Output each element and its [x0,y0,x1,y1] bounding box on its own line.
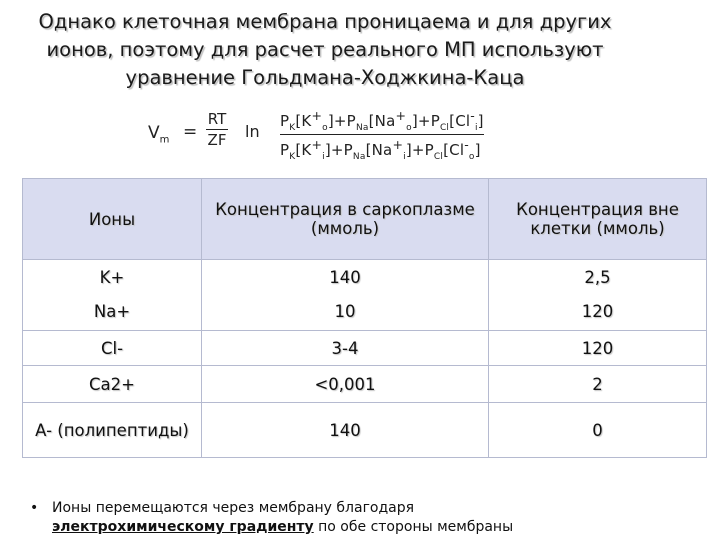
header-ions: Ионы [23,179,202,260]
formula-rt-zf [206,110,228,149]
formula-fraction [280,108,484,162]
outside-cell: 2 [489,366,707,403]
inside-k: 140 [329,268,361,287]
bullet-marker: • [30,500,39,516]
outside-na: 120 [581,302,614,321]
formula-vm: $V_m$ [148,123,170,146]
table-header-row [23,179,707,260]
bullet-emphasis: электрохимическому градиенту [52,519,314,535]
bullet-prefix: Ионы перемещаются через мембрану благодаря [52,500,415,516]
ghk-equation [140,106,580,166]
bullet-suffix: по обе стороны мембраны [313,519,514,535]
formula-zf: ZF [207,131,227,149]
formula-equals: = [183,122,198,142]
ion-cell: Cl- [23,331,202,366]
title-line-2: ионов, поэтому для расчет реального МП используют [46,38,604,61]
outside-cell [489,260,707,331]
bullet-point [30,499,700,537]
outside-cell: 120 [489,331,707,366]
header-inside: Концентрация в саркоплазме (ммоль) [202,179,489,260]
header-outside: Концентрация вне клетки (ммоль) [489,179,707,260]
ion-cell [23,260,202,331]
inside-cell: <0,001 [202,366,489,403]
inside-cell: 140 [202,403,489,458]
formula-rt: RT [207,110,227,128]
slide-title [0,8,650,92]
inside-cell [202,260,489,331]
title-line-1: Однако клеточная мембрана проницаема и для других [38,10,612,33]
formula-numerator: $P_K[K^+_o]+P_{Na}[Na^+_o]+P_{Cl}[Cl^-_i]$ [280,108,484,133]
inside-cell: 3-4 [202,331,489,366]
table-row [23,366,707,403]
ion-cell: Ca2+ [23,366,202,403]
ion-concentration-table [22,178,707,458]
formula-denominator: $P_K[K^+_i]+P_{Na}[Na^+_i]+P_{Cl}[Cl^-_o]$ [280,137,481,162]
table-row [23,260,707,331]
inside-na: 10 [334,302,356,321]
outside-k: 2,5 [584,268,611,287]
ion-cell: A- (полипептиды) [23,403,202,458]
ion-k: K+ [99,268,125,287]
ion-na: Na+ [93,302,131,321]
bullet-text [52,499,700,537]
table-row [23,403,707,458]
formula-ln: ln [245,122,260,141]
title-line-3: уравнение Гольдмана-Ходжкина-Каца [125,66,525,89]
outside-cell: 0 [489,403,707,458]
table-row [23,331,707,366]
